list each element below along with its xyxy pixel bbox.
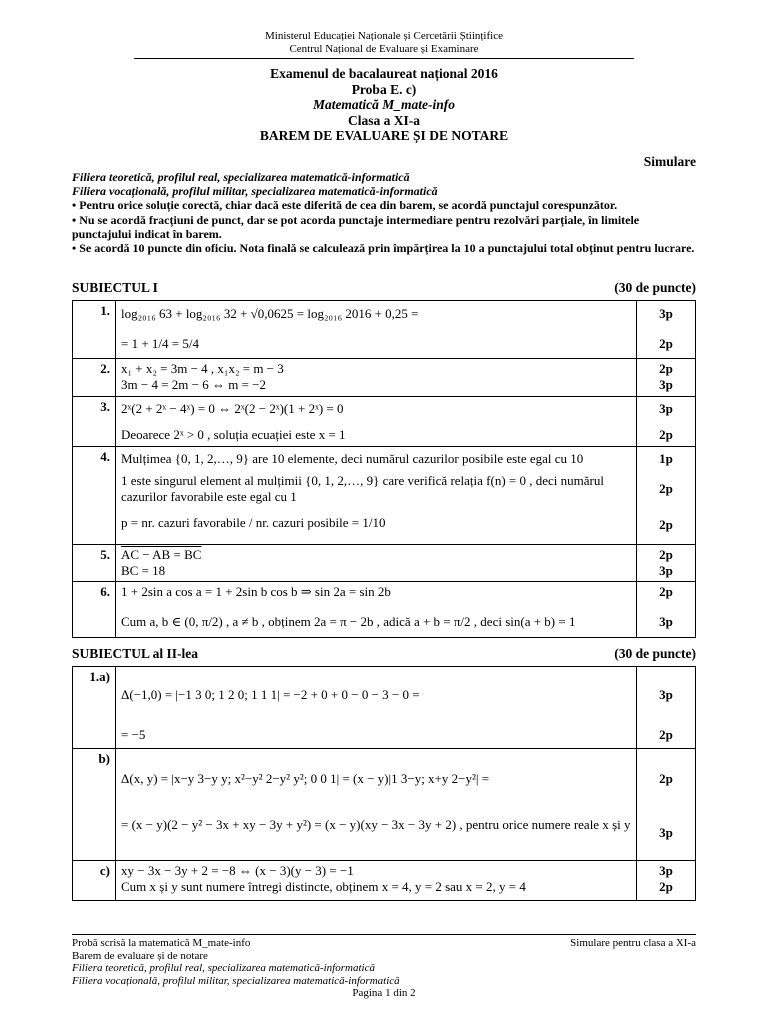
item-number: 3.: [73, 397, 116, 447]
title-block: [0, 66, 768, 144]
table-row: [73, 861, 696, 901]
subiect2-table: [72, 666, 696, 901]
footer-proba: Probă scrisă la matematică M_mate-info: [72, 937, 251, 949]
subiect2-title: SUBIECTUL al II-lea: [72, 646, 199, 661]
table-row: [73, 359, 696, 397]
footer-divider: [72, 934, 696, 935]
intro-bullet-1: • Pentru orice soluție corectă, chiar dacă este diferită de cea din barem, se acordă punctajul corespunzător.: [72, 198, 618, 213]
item-points: 3p 2p: [637, 301, 696, 359]
item-points: 3p 2p: [637, 667, 696, 749]
class-title: Clasa a XI-a: [347, 112, 420, 128]
item-points: 2p 3p: [637, 582, 696, 638]
item-number: b): [73, 749, 116, 861]
footer-filiera-1: Filiera teoretică, profilul real, specializarea matematică-informatică: [72, 962, 375, 974]
item-points: 2p 3p: [637, 545, 696, 582]
subject-title: Matematică M_mate-info: [312, 97, 456, 112]
item-points: 2p 3p: [637, 359, 696, 397]
table-row: [73, 545, 696, 582]
table-row: [73, 667, 696, 749]
page-footer: [72, 934, 696, 1000]
page-number: Pagina 1 din 2: [352, 987, 416, 999]
ministry-name: Ministerul Educației Naționale și Cercetării Științifice: [265, 30, 503, 42]
item-number: 1.a): [73, 667, 116, 749]
item-number: c): [73, 861, 116, 901]
footer-filiera-2: Filiera vocațională, profilul militar, specializarea matematică-informatică: [72, 974, 400, 987]
proba-title: Proba E. c): [351, 81, 417, 97]
intro-block: [72, 170, 700, 255]
header-divider: [134, 58, 634, 59]
item-number: 1.: [73, 301, 116, 359]
item-number: 4.: [73, 447, 116, 545]
item-points: 3p 2p: [637, 861, 696, 901]
subiect2-heading: [72, 646, 696, 662]
item-solution: AC − AB = BC BC = 18: [116, 545, 637, 582]
table-row: [73, 582, 696, 638]
subiect1-points: (30 de puncte): [614, 280, 696, 295]
intro-bullet-2: • Nu se acordă fracțiuni de punct, dar se pot acorda punctaje intermediare pentru rezolvări parțiale, în limitele punctajului indicat în barem.: [72, 212, 640, 241]
table-row: [73, 301, 696, 359]
item-solution: Δ(x, y) = |x−y 3−y y; x²−y² 2−y² y²; 0 0 1| = (x − y)|1 3−y; x+y 2−y²| = = (x − y)(2 − y² − 3x + xy − 3y + y²) = (x − y)(xy − 3x − 3y + 2) , pentru orice numere reale x și y: [116, 749, 637, 861]
simulare-label: Simulare: [643, 154, 696, 169]
item-points: 2p 3p: [637, 749, 696, 861]
footer-simulare: Simulare pentru clasa a XI-a: [570, 937, 696, 949]
subiect1-title: SUBIECTUL I: [72, 280, 158, 295]
ministry-header: [0, 30, 768, 59]
item-solution: Δ(−1,0) = |−1 3 0; 1 2 0; 1 1 1| = −2 + 0 + 0 − 0 − 3 − 0 = = −5: [116, 667, 637, 749]
subiect1-table: [72, 300, 696, 638]
exam-title: Examenul de bacalaureat național 2016: [270, 66, 498, 81]
item-number: 5.: [73, 545, 116, 582]
table-row: [73, 749, 696, 861]
center-name: Centrul Național de Evaluare și Examinare: [289, 43, 479, 55]
intro-bullet-3: • Se acordă 10 puncte din oficiu. Nota finală se calculează prin împărțirea la 10 a punctajului total obținut pentru lucrare.: [72, 241, 695, 256]
barem-title: BAREM DE EVALUARE ȘI DE NOTARE: [259, 128, 509, 143]
intro-filiera-1: Filiera teoretică, profilul real, specializarea matematică-informatică: [72, 170, 410, 184]
item-number: 2.: [73, 359, 116, 397]
subiect2-points: (30 de puncte): [614, 646, 696, 661]
item-solution: xy − 3x − 3y + 2 = −8 ⇔ (x − 3)(y − 3) = −1 Cum x și y sunt numere întregi distincte, obținem x = 4, y = 2 sau x = 2, y = 4: [116, 861, 637, 901]
footer-barem: Barem de evaluare și de notare: [72, 949, 208, 962]
item-solution: Mulțimea {0, 1, 2,…, 9} are 10 elemente, deci numărul cazurilor posibile este egal cu 10 1 este singurul element al mulțimii {0, 1, 2,…, 9} care verifică relația f(n) = 0 , deci numărul cazurilor favorabile este egal cu 1 p = nr. cazuri favorabile / nr. cazuri posibile = 1/10: [116, 447, 637, 545]
item-solution: 2ˣ(2 + 2ˣ − 4ˣ) = 0 ⇔ 2ˣ(2 − 2ˣ)(1 + 2ˣ) = 0 Deoarece 2ˣ > 0 , soluția ecuației este x = 1: [116, 397, 637, 447]
subiect1-heading: [72, 280, 696, 296]
item-solution: 1 + 2sin a cos a = 1 + 2sin b cos b ⇒ sin 2a = sin 2b Cum a, b ∈ (0, π/2) , a ≠ b , obținem 2a = π − 2b , adică a + b = π/2 , deci sin(a + b) = 1: [116, 582, 637, 638]
item-solution: x₁ + x₂ = 3m − 4 , x₁x₂ = m − 3 3m − 4 = 2m − 6 ⇔ m = −2: [116, 359, 637, 397]
item-points: 3p 2p: [637, 397, 696, 447]
table-row: [73, 397, 696, 447]
intro-filiera-2: Filiera vocațională, profilul militar, specializarea matematică-informatică: [72, 184, 438, 199]
item-solution: log₂₀₁₆ 63 + log₂₀₁₆ 32 + √0,0625 = log₂₀₁₆ 2016 + 0,25 = = 1 + 1/4 = 5/4: [116, 301, 637, 359]
item-points: 1p 2p 2p: [637, 447, 696, 545]
item-number: 6.: [73, 582, 116, 638]
table-row: [73, 447, 696, 545]
